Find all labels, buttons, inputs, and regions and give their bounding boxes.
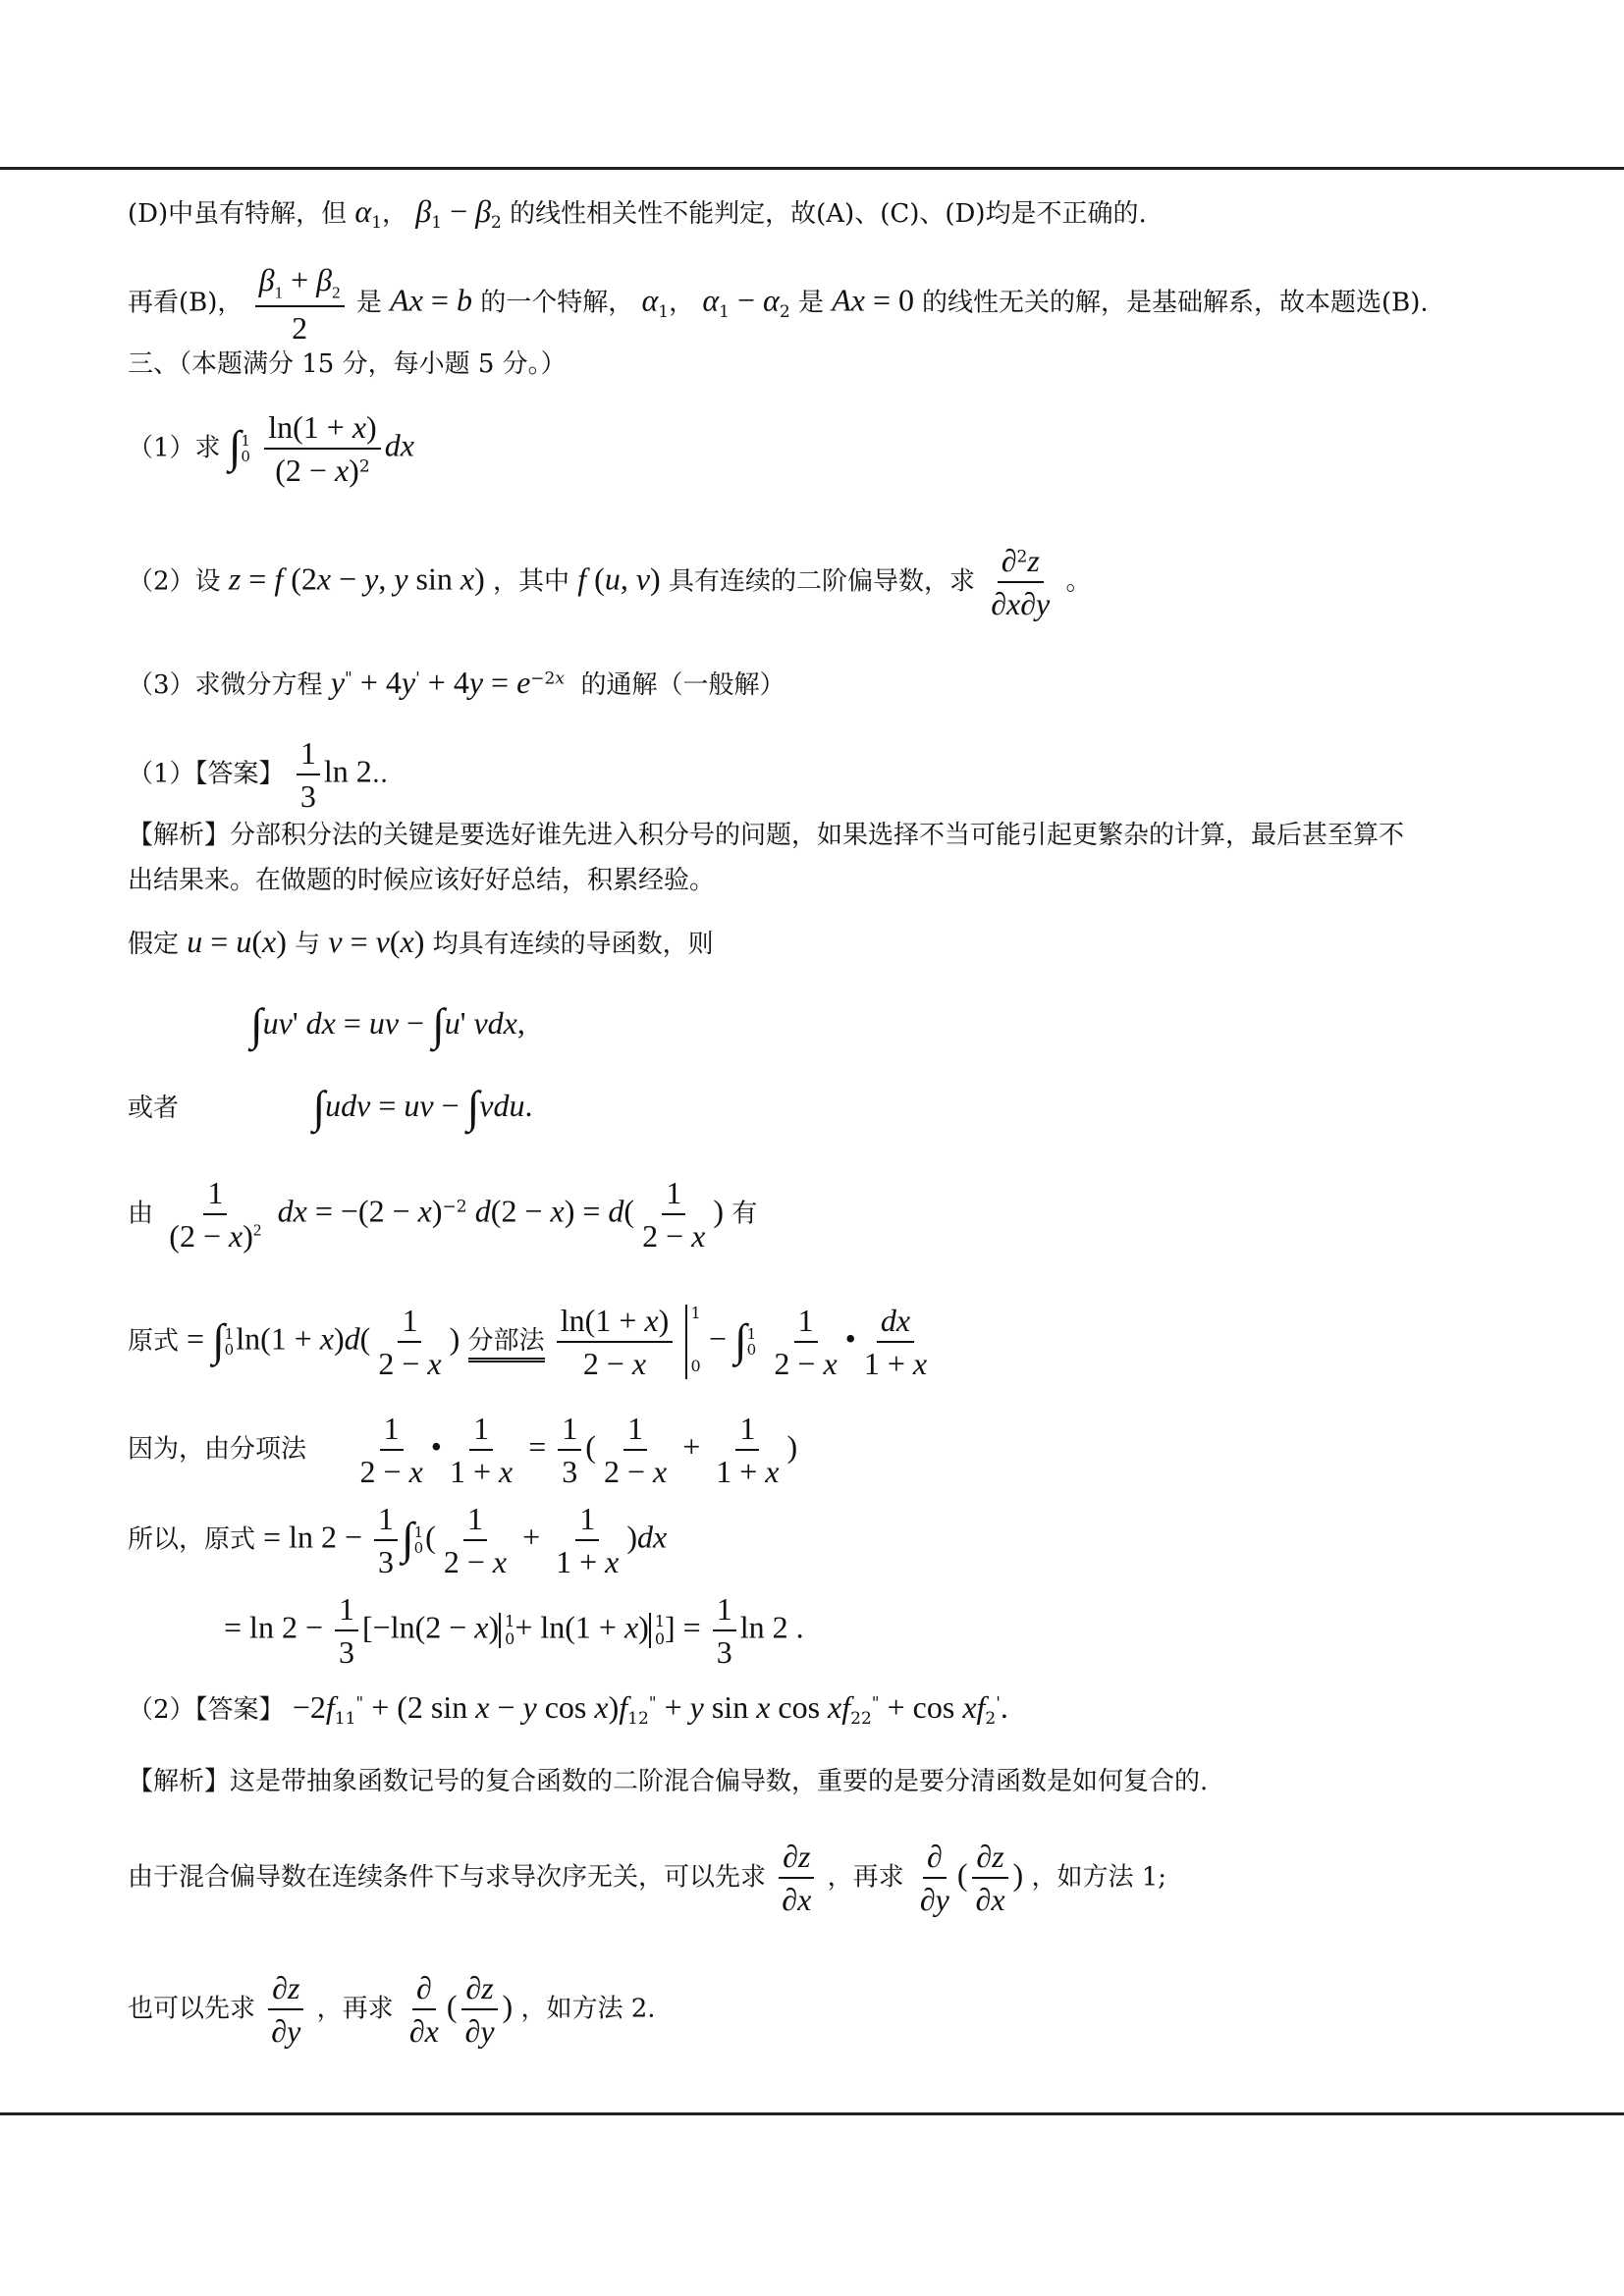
text-line-1: (D)中虽有特解，但 $\alpha_1$， $\beta_1 - \beta_2$ 的线性相关性不能判定，故(A)、(C)、(D)均是不正确的. — [128, 193, 1147, 234]
assume-line: 假定 u = u(x) 与 v = v(x) 均具有连续的导函数，则 — [128, 924, 714, 959]
integration-by-parts: 原式 = ∫ 1 0 ln(1 + x)d( $\frac{1}{2 - x}$ ) 分部法 $\frac{\ln(1 + x)}{2 - x}$ 1 0 − ∫ 1 0 $\frac{1}{2 - x}$ • $\frac{dx}{1 + x}$ — [128, 1303, 928, 1382]
analysis-1b: 出结果来。在做题的时候应该好好总结，积累经验。 — [128, 866, 716, 895]
answer-1: （1）【答案】 $\frac{1}{3}$ ln 2.. — [128, 735, 389, 815]
analysis-1a: 【解析】分部积分法的关键是要选好谁先进入积分号的问题，如果选择不当可能引起更繁杂的计算，最后甚至算不 — [128, 821, 1405, 850]
question-2: （2）设 z = f (2x − y, y sin x) ，其中 f (u, v) 具有连续的二阶偏导数，求 $\frac{\partial^2z}{\partial x\partial y}$ 。 — [128, 543, 1092, 622]
question-1: （1）求 ∫ 1 0 $\frac{\ln(1 + x)}{(2 - x)^2}$ dx — [128, 409, 414, 489]
top-rule — [0, 167, 1624, 170]
method-2-line: 也可以先求 $\frac{\partial z}{\partial y}$ ，再求 $\frac{\partial}{\partial x}$ ( $\frac{\partial z}{\partial y}$ ) ，如方法 2. — [128, 1970, 656, 2050]
text-line-2: 再看(B)， $\frac{\beta_1 + \beta_2}{2}$ 是 Ax = b 的一个特解， $\alpha_1$， $\alpha_1 - \alpha_2$ 是 Ax = 0 的线性无关的解，是基础解系，故本题选(B). — [128, 262, 1429, 346]
derivation-line: 由 $\frac{1}{(2 - x)^2}$ dx = $-(2 - x)^{-2}$ d(2 − x) = d( $\frac{1}{2 - x}$ ) 有 — [128, 1175, 758, 1255]
method-1-line: 由于混合偏导数在连续条件下与求导次序无关，可以先求 $\frac{\partial z}{\partial x}$ ，再求 $\frac{\partial}{\partial y}$ ( $\frac{\partial z}{\partial x}$ ) ，如方法 1; — [128, 1839, 1167, 1918]
section-heading: 三、（本题满分 15 分，每小题 5 分。） — [128, 349, 567, 379]
result-line: = ln 2 − $\frac{1}{3}$ [−ln(2 − x) 1 0 + ln(1 + x) 1 0 ] = $\frac{1}{3}$ ln 2 . — [224, 1591, 804, 1671]
bottom-rule — [0, 2112, 1624, 2115]
formula-parts-2: 或者 ∫udv = uv − ∫vdu. — [128, 1082, 533, 1132]
so-line: 所以，原式 = ln 2 − $\frac{1}{3}$ ∫ 1 0 ( $\frac{1}{2 - x}$ + $\frac{1}{1 + x}$ )dx — [128, 1501, 668, 1580]
partial-fractions: 因为，由分项法 $\frac{1}{2 - x}$ • $\frac{1}{1 + x}$ = $\frac{1}{3}$ ( $\frac{1}{2 - x}$ + $\frac{1}{1 + x}$ ) — [128, 1411, 798, 1490]
formula-parts-1: ∫uv' dx = uv − ∫u' vdx, — [250, 999, 525, 1049]
answer-2: （2）【答案】 $-2f_{11}^" + (2$ sin x − y $\cos x)f_{12}^" + y$ sin x $\cos xf_{22}^" + \cos xf_2'$. — [128, 1689, 1008, 1730]
analysis-2: 【解析】这是带抽象函数记号的复合函数的二阶混合偏导数，重要的是要分清函数是如何复合的. — [128, 1767, 1209, 1796]
question-3: （3）求微分方程 $y^" + 4y' + 4y = e^{-2x}$ 的通解（一般解） — [128, 665, 785, 700]
